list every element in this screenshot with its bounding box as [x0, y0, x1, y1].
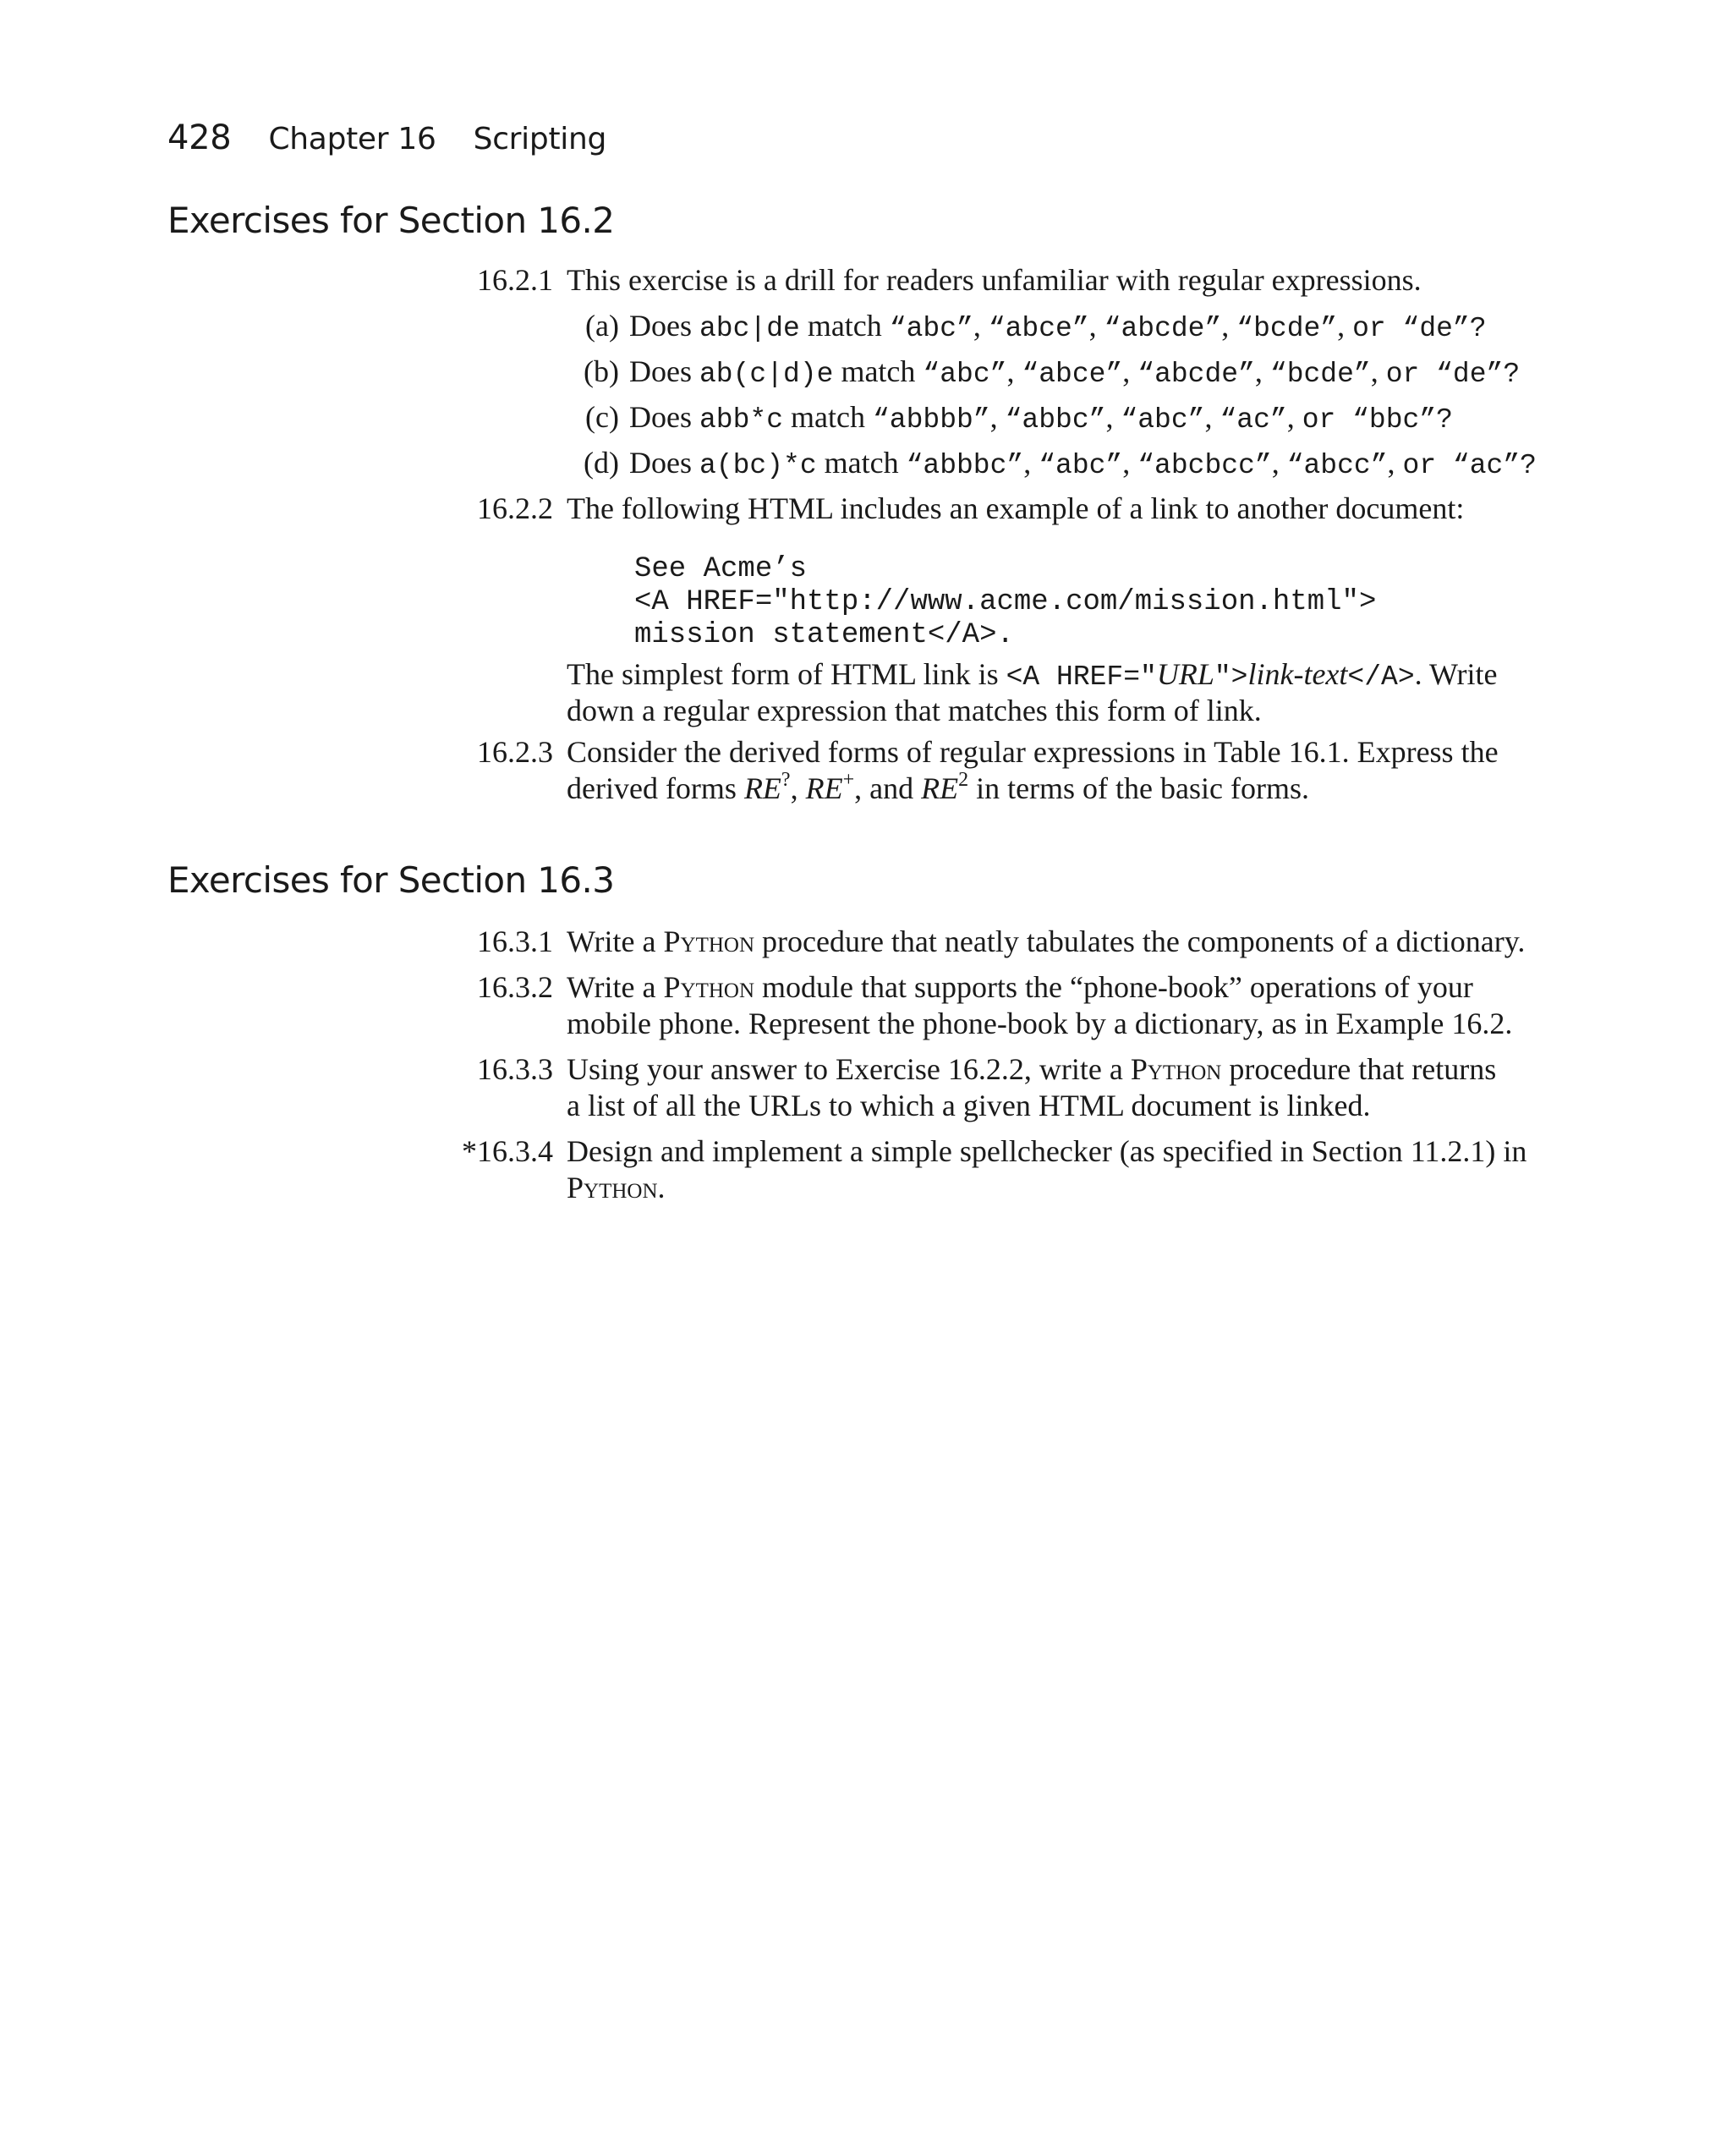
text-line2: a list of all the URLs to which a given HTML document is linked.: [567, 1089, 1371, 1122]
code-inline: ">: [1214, 661, 1248, 693]
option: “abc”: [1121, 404, 1205, 436]
text: Write a: [567, 924, 664, 958]
part-mid: match: [816, 446, 907, 480]
superscript: 2: [958, 769, 969, 791]
text: Using your answer to Exercise 16.2.2, write a: [567, 1052, 1131, 1086]
part-pre: Does: [629, 354, 699, 388]
text: . Write: [1414, 657, 1498, 691]
section-heading: Exercises for Section 16.3: [167, 859, 615, 901]
text: procedure that neatly tabulates the components of a dictionary.: [754, 924, 1526, 958]
option: “abc”: [923, 359, 1007, 390]
placeholder-link-text: link-text: [1247, 657, 1348, 691]
code-block: [634, 553, 1376, 652]
math-re: RE: [921, 771, 959, 805]
math-re: RE: [743, 771, 781, 805]
option: “abce”: [1022, 359, 1123, 390]
part-label: (b): [584, 354, 619, 388]
exercise-number: 16.3.1: [477, 924, 553, 958]
language-name: Python: [663, 924, 755, 958]
part-mid: match: [833, 354, 924, 388]
chapter-label: Chapter 16: [268, 122, 436, 156]
option: “ac”: [1220, 404, 1287, 436]
part-text: Does a(bc)*c match “abbbc”, “abc”, “abcbcc”, “abcc”, or “ac”?: [629, 446, 1537, 481]
part-mid: match: [799, 309, 890, 343]
page-number: 428: [167, 118, 232, 157]
option: “abbbb”: [873, 404, 990, 436]
exercise-text: Consider the derived forms of regular expressions in Table 16.1. Express the: [567, 735, 1499, 769]
regex-pattern: ab(c|d)e: [699, 359, 834, 390]
text: derived forms: [567, 771, 744, 805]
regex-pattern: a(bc)*c: [699, 450, 817, 481]
exercise-number: 16.2.2: [477, 491, 553, 525]
exercise-text-after: [567, 656, 1575, 695]
language-name: Python: [663, 970, 755, 1004]
text: module that supports the “phone-book” operations of your: [754, 970, 1473, 1004]
exercise-body: [567, 924, 1575, 960]
part-label: (d): [584, 446, 619, 480]
part-pre: Does: [629, 446, 699, 480]
part-mid: match: [783, 400, 873, 434]
part-text: Does ab(c|d)e match “abc”, “abce”, “abcde”, “bcde”, or “de”?: [629, 354, 1521, 390]
part-label: (c): [585, 400, 619, 434]
part-text: Does abc|de match “abc”, “abce”, “abcde”, “bcde”, or “de”?: [629, 309, 1487, 344]
exercise-body: [567, 262, 1575, 481]
exercise-body: [567, 734, 1575, 807]
text: procedure that returns: [1221, 1052, 1497, 1086]
superscript: +: [842, 769, 855, 791]
code-line: <A HREF="http://www.acme.com/mission.html">: [634, 586, 1377, 618]
regex-pattern: abb*c: [699, 404, 784, 436]
option: or “ac”?: [1402, 450, 1537, 481]
option: “abcde”: [1104, 313, 1222, 344]
part-text: Does abb*c match “abbbb”, “abbc”, “abc”, “ac”, or “bbc”?: [629, 400, 1453, 436]
part-pre: Does: [629, 400, 699, 434]
exercise-body: [567, 1051, 1575, 1124]
exercise-body: [567, 491, 1575, 727]
exercise-body: [567, 969, 1575, 1042]
option: “bcde”: [1236, 313, 1338, 344]
section-heading: Exercises for Section 16.2: [167, 200, 615, 241]
text: The simplest form of HTML link is: [567, 657, 1006, 691]
option: “abcbcc”: [1137, 450, 1272, 481]
exercise-number: 16.3.3: [477, 1052, 553, 1086]
code-line: See Acme’s: [634, 553, 808, 585]
option: or “de”?: [1352, 313, 1487, 344]
exercise-text-after-line2: down a regular expression that matches this form of link.: [567, 694, 1262, 727]
exercise-number: 16.3.2: [477, 970, 553, 1004]
text: .: [657, 1171, 666, 1204]
option: “abbbc”: [906, 450, 1024, 481]
superscript: ?: [781, 769, 791, 791]
exercise-text: The following HTML includes an example of a link to another document:: [567, 491, 1465, 525]
text-line2: mobile phone. Represent the phone-book by a dictionary, as in Example 16.2.: [567, 1007, 1513, 1040]
option: “abbc”: [1005, 404, 1106, 436]
option: “abc”: [1039, 450, 1123, 481]
exercise-body: [567, 1133, 1575, 1206]
option: “abc”: [889, 313, 973, 344]
running-head: [167, 118, 606, 157]
text: Design and implement a simple spellchecker (as specified in Section 11.2.1) in: [567, 1134, 1527, 1168]
code-inline: <A HREF=": [1006, 661, 1157, 693]
exercise-text: This exercise is a drill for readers unfamiliar with regular expressions.: [567, 263, 1422, 297]
code-inline: </A>: [1347, 661, 1415, 693]
text: Write a: [567, 970, 664, 1004]
option: “bcde”: [1269, 359, 1371, 390]
regex-pattern: abc|de: [699, 313, 800, 344]
exercise-number: 16.2.3: [477, 735, 553, 769]
placeholder-url: URL: [1156, 657, 1214, 691]
option: or “de”?: [1385, 359, 1521, 390]
code-line: mission statement</A>.: [634, 619, 1014, 651]
option: or “bbc”?: [1302, 404, 1453, 436]
exercise-number: *16.3.4: [462, 1134, 553, 1168]
chapter-title: Scripting: [473, 122, 607, 156]
exercise-number: 16.2.1: [477, 263, 553, 297]
part-pre: Does: [629, 309, 699, 343]
math-re: RE: [805, 771, 843, 805]
text: , and: [854, 771, 922, 805]
part-label: (a): [585, 309, 619, 343]
text: in terms of the basic forms.: [968, 771, 1309, 805]
exercise-text-line2: derived forms RE?, RE+, and $RE^2$ in terms of the basic forms.: [567, 769, 1309, 805]
option: “abcc”: [1286, 450, 1388, 481]
language-name: Python: [567, 1171, 658, 1204]
option: “abcde”: [1137, 359, 1255, 390]
language-name: Python: [1130, 1052, 1222, 1086]
option: “abce”: [988, 313, 1089, 344]
